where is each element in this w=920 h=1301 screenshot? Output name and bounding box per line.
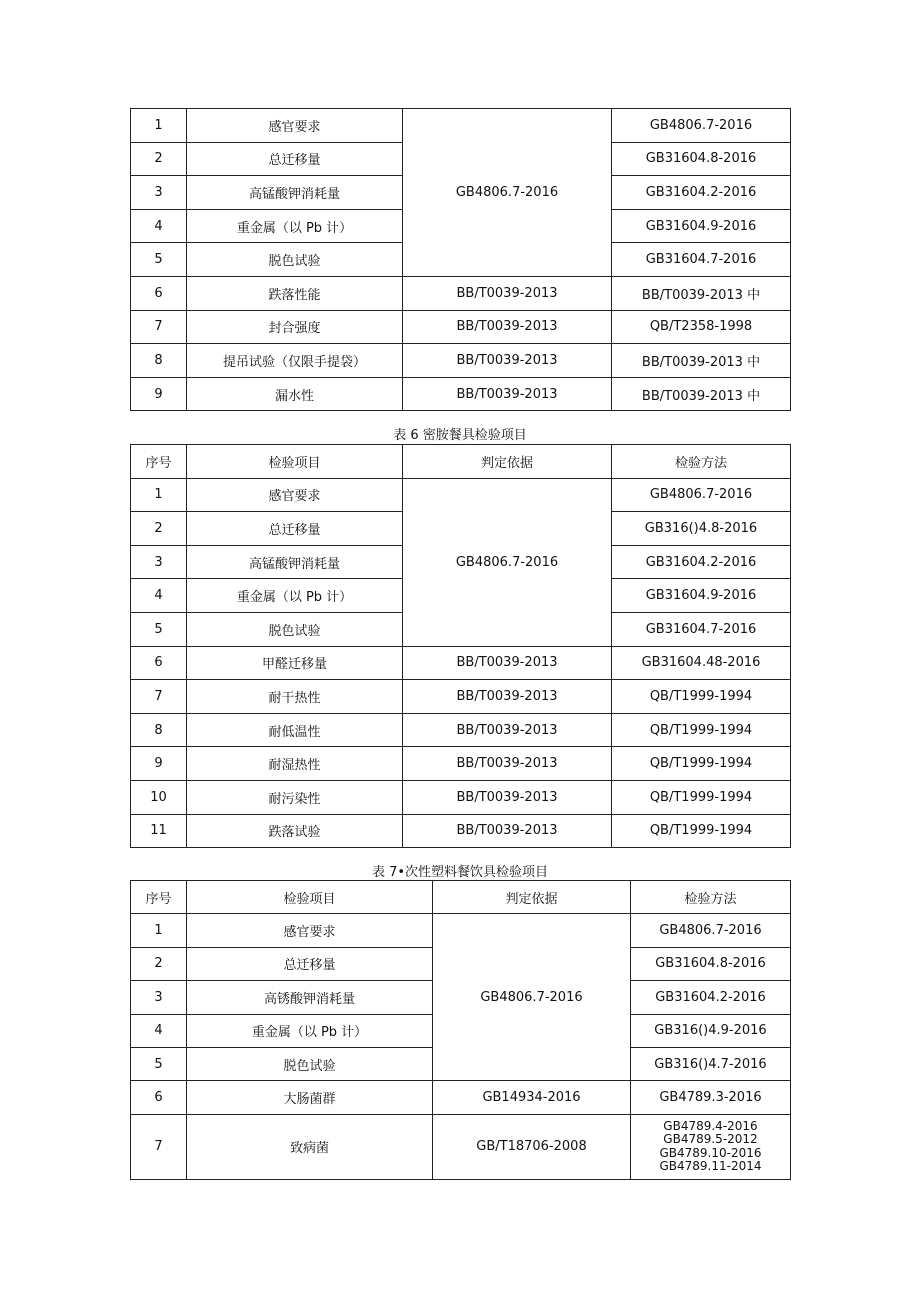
inspection-method: GB4806.7-2016 <box>612 109 791 143</box>
table-row <box>131 377 791 411</box>
inspection-item: 跌落性能 <box>187 276 403 310</box>
judgement-basis: BB/T0039-2013 <box>403 646 612 680</box>
table-header-row <box>131 881 791 914</box>
inspection-item: 耐干热性 <box>187 680 403 714</box>
row-number: 7 <box>131 680 187 714</box>
inspection-method: QB/T1999-1994 <box>612 713 791 747</box>
table-caption: 表 7•次性塑料餐饮具检验项目 <box>371 865 549 880</box>
column-header-number: 序号 <box>131 881 187 914</box>
inspection-item: 耐湿热性 <box>187 747 403 781</box>
inspection-method: GB31604.8-2016 <box>631 947 791 980</box>
inspection-method: GB31604.48-2016 <box>612 646 791 680</box>
inspection-item: 大肠菌群 <box>187 1081 433 1114</box>
inspection-item: 脱色试验 <box>187 243 403 277</box>
inspection-item: 高锰酸钾消耗量 <box>187 176 403 210</box>
inspection-method: GB4789.4-2016 <box>663 1118 758 1133</box>
inspection-item: 高锰酸钾消耗量 <box>187 545 403 579</box>
column-header-item: 检验项目 <box>187 445 403 479</box>
judgement-basis: GB4806.7-2016 <box>403 109 612 277</box>
row-number: 10 <box>131 780 187 814</box>
row-number: 4 <box>131 1014 187 1047</box>
row-number: 3 <box>131 981 187 1014</box>
inspection-method: GB4806.7-2016 <box>631 914 791 947</box>
table-row <box>131 344 791 378</box>
table-disposable-plastic-tableware <box>130 880 791 1180</box>
judgement-basis: BB/T0039-2013 <box>403 276 612 310</box>
judgement-basis: BB/T0039-2013 <box>403 713 612 747</box>
row-number: 2 <box>131 142 187 176</box>
table-row <box>131 914 791 947</box>
inspection-method: GB4789.10-2016 <box>659 1145 762 1160</box>
inspection-method: QB/T1999-1994 <box>612 747 791 781</box>
table-row <box>131 747 791 781</box>
table-row <box>131 713 791 747</box>
judgement-basis: GB14934-2016 <box>433 1081 631 1114</box>
row-number: 5 <box>131 1047 187 1080</box>
inspection-method: GB31604.2-2016 <box>631 981 791 1014</box>
inspection-item: 脱色试验 <box>187 612 403 646</box>
inspection-method: GB316()4.9-2016 <box>631 1014 791 1047</box>
judgement-basis: BB/T0039-2013 <box>403 780 612 814</box>
inspection-item: 脱色试验 <box>187 1047 433 1080</box>
table-header-row <box>131 445 791 479</box>
row-number: 5 <box>131 243 187 277</box>
row-number: 7 <box>131 310 187 344</box>
judgement-basis: BB/T0039-2013 <box>403 377 612 411</box>
inspection-method: GB31604.9-2016 <box>612 579 791 613</box>
table-row <box>131 478 791 512</box>
inspection-method: GB4806.7-2016 <box>612 478 791 512</box>
row-number: 8 <box>131 344 187 378</box>
inspection-method: QB/T1999-1994 <box>612 780 791 814</box>
inspection-method: GB4789.11-2014 <box>659 1159 762 1174</box>
row-number: 11 <box>131 814 187 848</box>
table-row <box>131 1081 791 1114</box>
column-header-number: 序号 <box>131 445 187 479</box>
inspection-item: 总迁移量 <box>187 947 433 980</box>
inspection-method: GB4789.5-2012 <box>663 1132 758 1147</box>
inspection-method: QB/T1999-1994 <box>612 814 791 848</box>
table-melamine-tableware <box>130 444 791 848</box>
table-row <box>131 310 791 344</box>
inspection-method: GB31604.2-2016 <box>612 176 791 210</box>
inspection-item: 甲醛迁移量 <box>187 646 403 680</box>
row-number: 9 <box>131 747 187 781</box>
table-row <box>131 646 791 680</box>
judgement-basis: GB/T18706-2008 <box>433 1114 631 1179</box>
table-row <box>131 276 791 310</box>
inspection-method: GB316()4.8-2016 <box>612 512 791 546</box>
column-header-method: 检验方法 <box>612 445 791 479</box>
inspection-method: QB/T1999-1994 <box>612 680 791 714</box>
inspection-method-list <box>631 1114 791 1179</box>
inspection-item: 重金属（以 Pb 计） <box>187 579 403 613</box>
inspection-item: 重金属（以 Pb 计） <box>187 209 403 243</box>
inspection-item: 高锈酸钾消耗量 <box>187 981 433 1014</box>
inspection-method: BB/T0039-2013 中 <box>612 344 791 378</box>
inspection-item: 总迁移量 <box>187 142 403 176</box>
row-number: 2 <box>131 947 187 980</box>
table-packaging-items <box>130 108 791 411</box>
inspection-method: GB31604.7-2016 <box>612 243 791 277</box>
table-row <box>131 814 791 848</box>
column-header-basis: 判定依据 <box>403 445 612 479</box>
column-header-item: 检验项目 <box>187 881 433 914</box>
row-number: 3 <box>131 545 187 579</box>
row-number: 4 <box>131 209 187 243</box>
table-row <box>131 109 791 143</box>
judgement-basis: BB/T0039-2013 <box>403 814 612 848</box>
judgement-basis: GB4806.7-2016 <box>433 914 631 1081</box>
inspection-method: GB31604.8-2016 <box>612 142 791 176</box>
inspection-item: 感官要求 <box>187 914 433 947</box>
inspection-item: 提吊试验（仅限手提袋） <box>187 344 403 378</box>
column-header-method: 检验方法 <box>631 881 791 914</box>
inspection-item: 跌落试验 <box>187 814 403 848</box>
row-number: 5 <box>131 612 187 646</box>
row-number: 7 <box>131 1114 187 1179</box>
inspection-item: 封合强度 <box>187 310 403 344</box>
inspection-method: GB31604.2-2016 <box>612 545 791 579</box>
judgement-basis: GB4806.7-2016 <box>403 478 612 646</box>
table-caption: 表 6 密胺餐具检验项目 <box>393 428 527 443</box>
column-header-basis: 判定依据 <box>433 881 631 914</box>
row-number: 9 <box>131 377 187 411</box>
inspection-item: 漏水性 <box>187 377 403 411</box>
inspection-method: GB4789.3-2016 <box>631 1081 791 1114</box>
judgement-basis: BB/T0039-2013 <box>403 310 612 344</box>
table-row <box>131 780 791 814</box>
row-number: 6 <box>131 1081 187 1114</box>
inspection-method: GB31604.7-2016 <box>612 612 791 646</box>
row-number: 3 <box>131 176 187 210</box>
inspection-item: 感官要求 <box>187 478 403 512</box>
row-number: 8 <box>131 713 187 747</box>
judgement-basis: BB/T0039-2013 <box>403 680 612 714</box>
table-row <box>131 1114 791 1179</box>
inspection-item: 致病菌 <box>187 1114 433 1179</box>
row-number: 6 <box>131 646 187 680</box>
row-number: 2 <box>131 512 187 546</box>
inspection-item: 耐低温性 <box>187 713 403 747</box>
inspection-item: 感官要求 <box>187 109 403 143</box>
row-number: 1 <box>131 914 187 947</box>
row-number: 1 <box>131 478 187 512</box>
judgement-basis: BB/T0039-2013 <box>403 344 612 378</box>
inspection-item: 总迁移量 <box>187 512 403 546</box>
judgement-basis: BB/T0039-2013 <box>403 747 612 781</box>
row-number: 1 <box>131 109 187 143</box>
inspection-method: GB31604.9-2016 <box>612 209 791 243</box>
row-number: 4 <box>131 579 187 613</box>
table-row <box>131 680 791 714</box>
inspection-item: 重金属（以 Pb 计） <box>187 1014 433 1047</box>
row-number: 6 <box>131 276 187 310</box>
inspection-method: BB/T0039-2013 中 <box>612 377 791 411</box>
inspection-method: GB316()4.7-2016 <box>631 1047 791 1080</box>
inspection-method: BB/T0039-2013 中 <box>612 276 791 310</box>
inspection-method: QB/T2358-1998 <box>612 310 791 344</box>
inspection-item: 耐污染性 <box>187 780 403 814</box>
